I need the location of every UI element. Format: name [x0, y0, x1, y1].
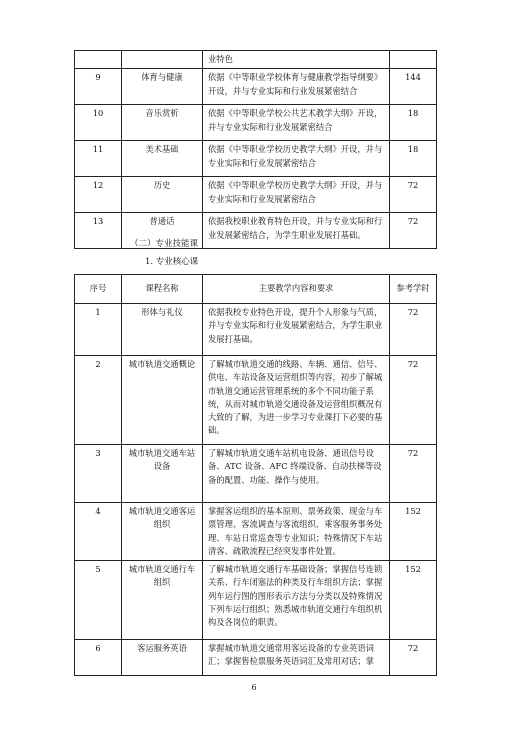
cell-hours: 72 — [390, 213, 437, 249]
cell-hours: 152 — [390, 503, 437, 561]
cell-desc: 了解城市轨道交通行车基础设备；掌握信号连锁关系、行车闭塞法的种类及行车组织方法；掌握列车运行图的图形表示方法与分类以及特殊情况下列车运行组织；熟悉城市轨道交通行车组织机构及各岗位的职责。 — [203, 561, 390, 640]
cell-hours: 18 — [390, 141, 437, 177]
table-row — [75, 177, 437, 213]
cell-hours: 18 — [390, 105, 437, 141]
table-row — [75, 445, 437, 503]
cell-hours: 144 — [390, 69, 437, 105]
cell-no: 3 — [75, 445, 122, 503]
page-number: 6 — [251, 683, 257, 692]
cell-name: 城市轨道交通车站设备 — [122, 445, 203, 503]
cell-no: 5 — [75, 561, 122, 640]
cell-hours: 152 — [390, 561, 437, 640]
table-row — [75, 105, 437, 141]
cell-name: 城市轨道交通行车组织 — [122, 561, 203, 640]
cell-hours: 72 — [390, 177, 437, 213]
cell-no: 12 — [75, 177, 122, 213]
table-row — [75, 304, 437, 356]
header-no: 序号 — [75, 275, 122, 304]
cell-desc: 了解城市轨道交通车站机电设备、通讯信号设备、ATC 设备、AFC 终端设备、自动扶梯等设备的配置、功能、操作与使用。 — [203, 445, 390, 503]
cell-desc: 业特色 — [203, 51, 390, 69]
cell-no: 13 — [75, 213, 122, 249]
cell-name: 历史 — [122, 177, 203, 213]
cell-hours: 72 — [390, 356, 437, 445]
cell-desc: 依据《中等职业学校历史教学大纲》开设，并与专业实际和行业发展紧密结合 — [203, 177, 390, 213]
cell-no: 9 — [75, 69, 122, 105]
table-row — [75, 503, 437, 561]
table-row — [75, 356, 437, 445]
cell-name: 普通话 — [122, 213, 203, 249]
table-row — [75, 51, 437, 69]
cell-name — [122, 51, 203, 69]
subsection-title: 1. 专业核心课 — [145, 257, 199, 267]
table-body — [75, 304, 437, 676]
cell-desc: 了解城市轨道交通的线路、车辆、通信、信号、供电、车站设备及运营组织等内容，初步了解城市轨道交通运营管理系统的多个不同功能子系统，从而对城市轨道交通设备及运营组织概况有大致的了解，为进一步学习专业课打下必要的基础。 — [203, 356, 390, 445]
cell-name: 城市轨道交通客运组织 — [122, 503, 203, 561]
cell-no: 6 — [75, 640, 122, 676]
table-body — [75, 51, 437, 249]
cell-desc: 掌握客运组织的基本原则、票务政策、现金与车票管理、客流调查与客流组织、乘客服务事务处理、车站日常巡查等专业知识；特殊情况下车站清客、疏散流程已经突发事件处置。 — [203, 503, 390, 561]
table-row — [75, 213, 437, 249]
cell-name: 客运服务英语 — [122, 640, 203, 676]
header-name: 课程名称 — [122, 275, 203, 304]
cell-name: 美术基础 — [122, 141, 203, 177]
section-title: （二）专业技能课 — [130, 239, 199, 249]
table-row — [75, 640, 437, 676]
cell-name: 形体与礼仪 — [122, 304, 203, 356]
cell-desc: 依据《中等职业学校历史教学大纲》开设，并与专业实际和行业发展紧密结合 — [203, 141, 390, 177]
cell-no: 4 — [75, 503, 122, 561]
header-desc: 主要教学内容和要求 — [203, 275, 390, 304]
cell-hours — [390, 51, 437, 69]
cell-hours: 72 — [390, 304, 437, 356]
cell-desc: 依据《中等职业学校公共艺术教学大纲》开设，并与专业实际和行业发展紧密结合 — [203, 105, 390, 141]
cell-hours: 72 — [390, 445, 437, 503]
cell-no: 10 — [75, 105, 122, 141]
cell-no — [75, 51, 122, 69]
cell-desc: 掌握城市轨道交通常用客运设备的专业英语词汇；掌握售检票服务英语词汇及常用对话；掌 — [203, 640, 390, 676]
cell-name: 音乐赏析 — [122, 105, 203, 141]
table-header-row — [75, 275, 437, 304]
cell-desc: 依据我校专业特色开设，提升个人形象与气质，并与专业实际和行业发展紧密结合，为学生职业发展打基础。 — [203, 304, 390, 356]
cell-no: 2 — [75, 356, 122, 445]
table-general-courses — [74, 50, 437, 249]
cell-no: 1 — [75, 304, 122, 356]
cell-desc: 依据我校职业教育特色开设，并与专业实际和行业发展紧密结合，为学生职业发展打基础。 — [203, 213, 390, 249]
header-hours: 参考学时 — [390, 275, 437, 304]
cell-name: 城市轨道交通概论 — [122, 356, 203, 445]
cell-no: 11 — [75, 141, 122, 177]
table-row — [75, 69, 437, 105]
table-row — [75, 141, 437, 177]
table-row — [75, 561, 437, 640]
table-core-courses — [74, 274, 437, 676]
cell-name: 体育与健康 — [122, 69, 203, 105]
cell-hours: 72 — [390, 640, 437, 676]
cell-desc: 依据《中等职业学校体育与健康教学指导纲要》开设，并与专业实际和行业发展紧密结合 — [203, 69, 390, 105]
